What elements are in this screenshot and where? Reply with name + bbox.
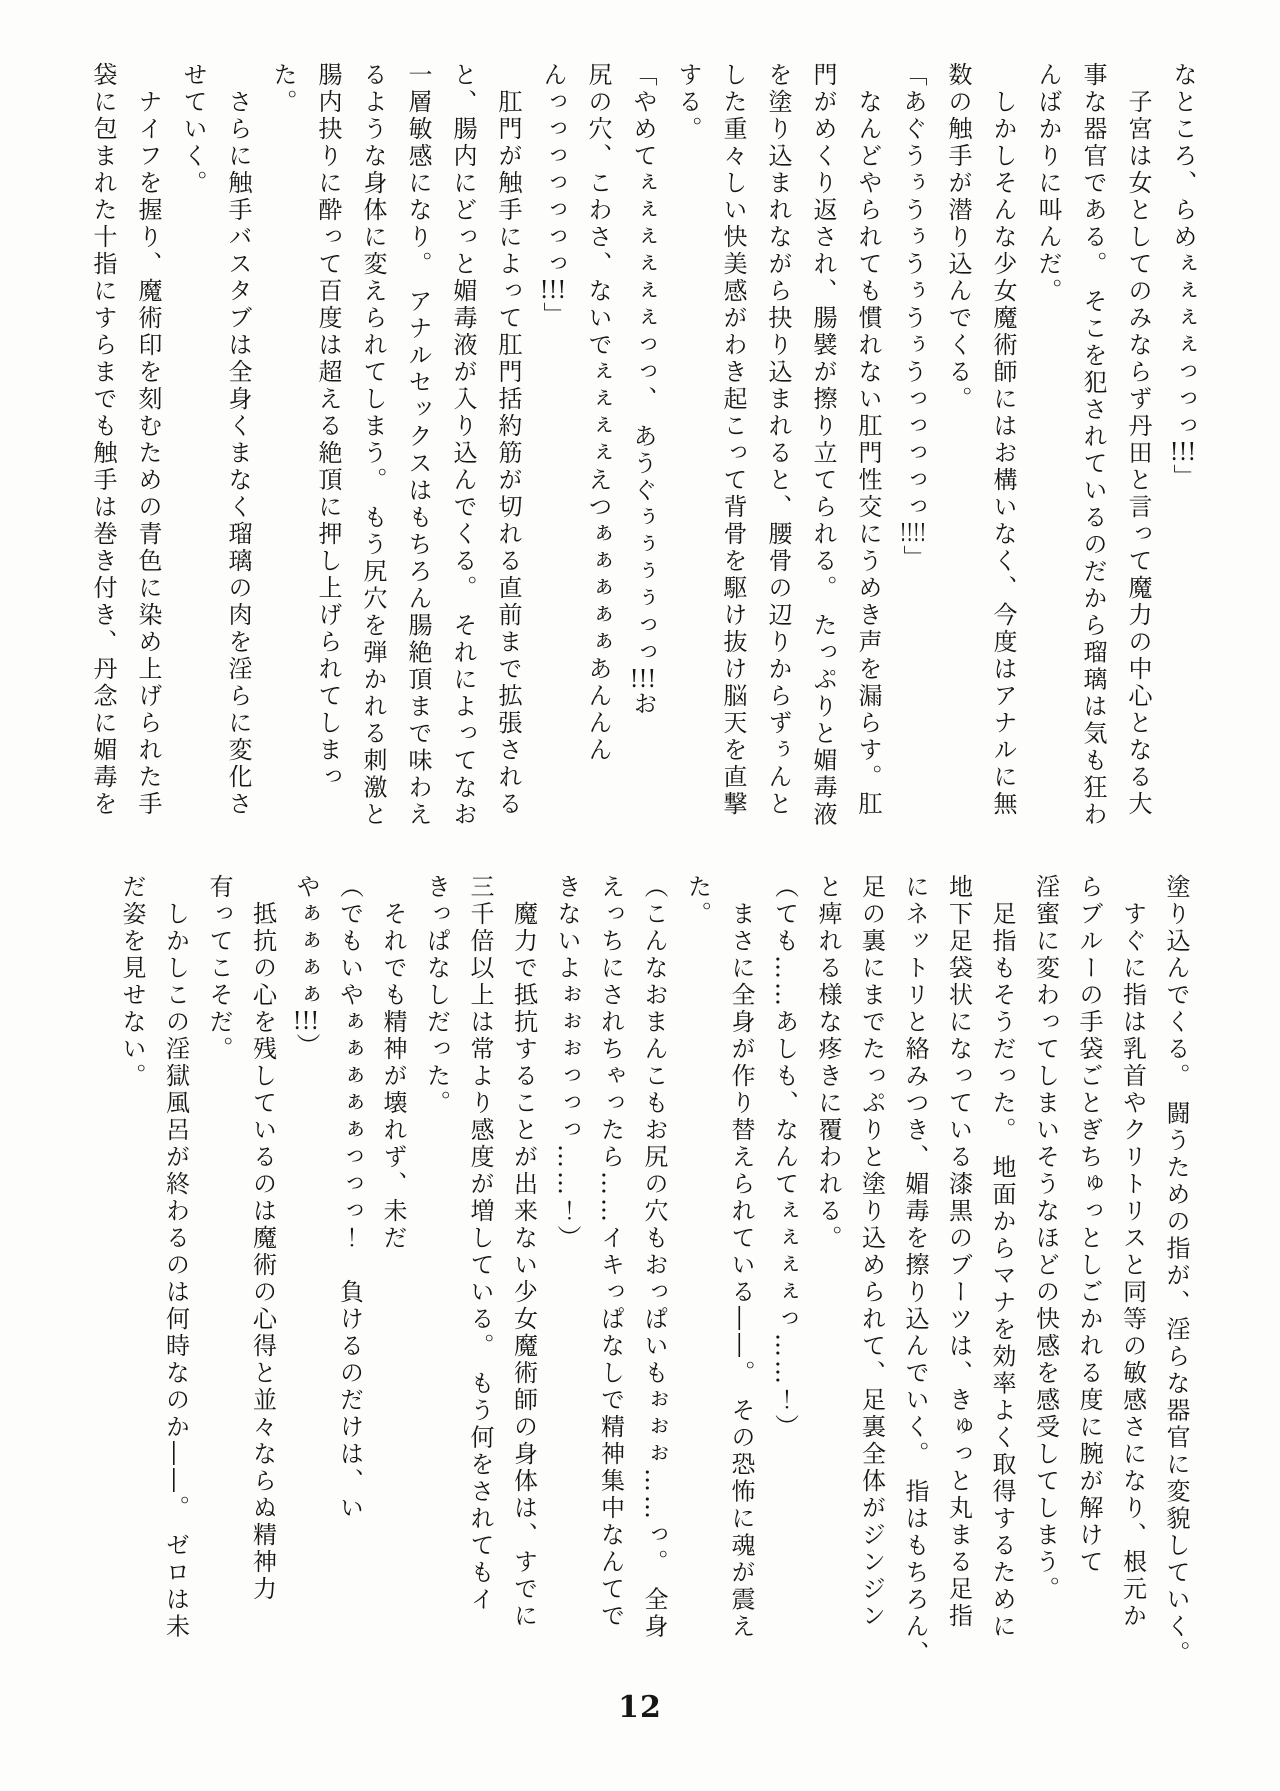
text-column: 足の裏にまでたっぷりと塗り込められて、足裏全体がジンジン: [857, 874, 886, 1630]
text-column: 三千倍以上は常より感度が増している。 もう何をされてもイ: [466, 874, 494, 1614]
text-column: と、腸内にどっと媚毒液が入り込んでくる。 それによってなお: [449, 62, 477, 829]
text-column: 子宮は女としてのみならず丹田と言って魔力の中心となる大: [1124, 62, 1152, 818]
text-column: せていく。: [179, 62, 207, 197]
text-column: 尻の穴、こわさ、ないでぇぇぇぇえつぁぁぁぁぁあんんん: [584, 62, 612, 764]
text-column: （でもいやぁぁぁぁぁっっっ！ 負けるのだけは、い: [335, 874, 364, 1522]
text-column: 袋に包まれた十指にすらまでも触手は巻き付き、丹念に媚毒を: [89, 62, 117, 818]
text-column: 腸内抉りに酔って百度は超える絶頂に押し上げられてしまっ: [314, 62, 342, 791]
text-column: 肛門が触手によって肛門括約筋が切れる直前まで拡張される: [494, 62, 522, 818]
text-column: やぁぁぁぁ!!!）: [292, 874, 320, 1060]
text-column: 塗り込んでくる。 闘うための指が、淫らな器官に変貌していく。: [1162, 874, 1190, 1668]
text-column: を塗り込まれながら抉り込まれると、腰骨の辺りからずぅんと: [764, 62, 792, 818]
text-column: ナイフを握り、魔術印を刻むための青色に染め上げられた手: [134, 62, 162, 818]
text-column: んばかりに叫んだ。: [1034, 62, 1062, 305]
text-column: しかしそんな少女魔術師にはお構いなく、今度はアナルに無: [989, 62, 1017, 818]
lower-text-band: [105, 874, 1197, 1668]
text-column: た。: [269, 62, 297, 116]
text-column: さらに触手バスタブは全身くまなく瑠璃の肉を淫らに変化さ: [224, 62, 252, 818]
text-column: すぐに指は乳首やクリトリスと同等の敏感さになり、根元か: [1118, 874, 1147, 1630]
text-column: 数の触手が潜り込んでくる。: [944, 62, 972, 413]
text-column: るような身体に変えられてしまう。 もう尻穴を弾かれる刺激と: [359, 62, 387, 829]
text-column: えっちにされちゃったら……イキっぱなしで精神集中なんてで: [596, 874, 625, 1630]
text-column: まさに全身が作り替えられている――。 その恐怖に魂が震え: [727, 874, 755, 1641]
text-column: それでも精神が壊れず、未だ: [379, 874, 407, 1252]
text-column: 門がめくり返され、腸襞が擦り立てられる。 たっぷりと媚毒液: [809, 62, 837, 829]
text-column: んっっっっっっっ!!!」: [539, 62, 567, 329]
text-column: （ても……あしも、なんてぇぇぇぇっ……！）: [770, 874, 799, 1441]
text-column: らブルーの手袋ごとぎちゅっとしごかれる度に腕が解けて: [1075, 874, 1103, 1576]
text-column: 地下足袋状になっている漆黒のブーツは、きゅっと丸まる足指: [944, 874, 973, 1630]
text-column: にネットリと絡みつき、媚毒を擦り込んでいく。 指はもちろん、: [901, 874, 929, 1668]
text-column: きっぱなしだった。: [422, 874, 451, 1117]
text-column: 足指もそうだった。 地面からマナを効率よく取得するために: [988, 874, 1016, 1641]
text-column: した重々しい快美感がわき起こって背骨を駆け抜け脳天を直撃: [719, 62, 747, 818]
text-column: 一層敏感になり。 アナルセックスはもちろん腸絶頂まで味わえ: [404, 62, 432, 829]
text-column: なんどやられても慣れない肛門性交にうめき声を漏らす。肛: [854, 62, 882, 818]
text-column: た。: [683, 874, 712, 928]
text-column: 淫蜜に変わってしまいそうなほどの快感を感受してしまう。: [1031, 874, 1060, 1603]
text-column: する。: [674, 62, 702, 143]
text-column: 「やめてぇぇぇぇぇぇっっ、 あうぐぅぅぅぅっっ!!!お: [629, 62, 657, 718]
text-column: 有ってこそだ。: [205, 874, 233, 1063]
text-column: なところ、らめぇぇぇぇっっっ!!!」: [1169, 62, 1197, 491]
text-column: きないよぉぉぉっっっ……！）: [553, 874, 581, 1252]
text-column: 抵抗の心を残しているのは魔術の心得と並々ならぬ精神力: [248, 874, 277, 1603]
text-column: と痺れる様な疼きに覆われる。: [814, 874, 842, 1252]
page-number: 12: [618, 1690, 662, 1725]
upper-text-band: [77, 62, 1205, 854]
text-column: だ姿を見せない。: [118, 874, 146, 1090]
text-column: しかしこの淫獄風呂が終わるのは何時なのか――。 ゼロは未: [161, 874, 190, 1641]
text-column: （こんなおまんこもお尻の穴もおっぱいもぉぉぉ……っ。 全身: [640, 874, 668, 1641]
text-column: 「あぐうぅうぅうぅうぅうっっっっっ!!!!」: [899, 62, 927, 572]
text-column: 魔力で抵抗することが出来ない少女魔術師の身体は、すでに: [509, 874, 538, 1630]
text-column: 事な器官である。 そこを犯されているのだから瑠璃は気も狂わ: [1079, 62, 1107, 829]
